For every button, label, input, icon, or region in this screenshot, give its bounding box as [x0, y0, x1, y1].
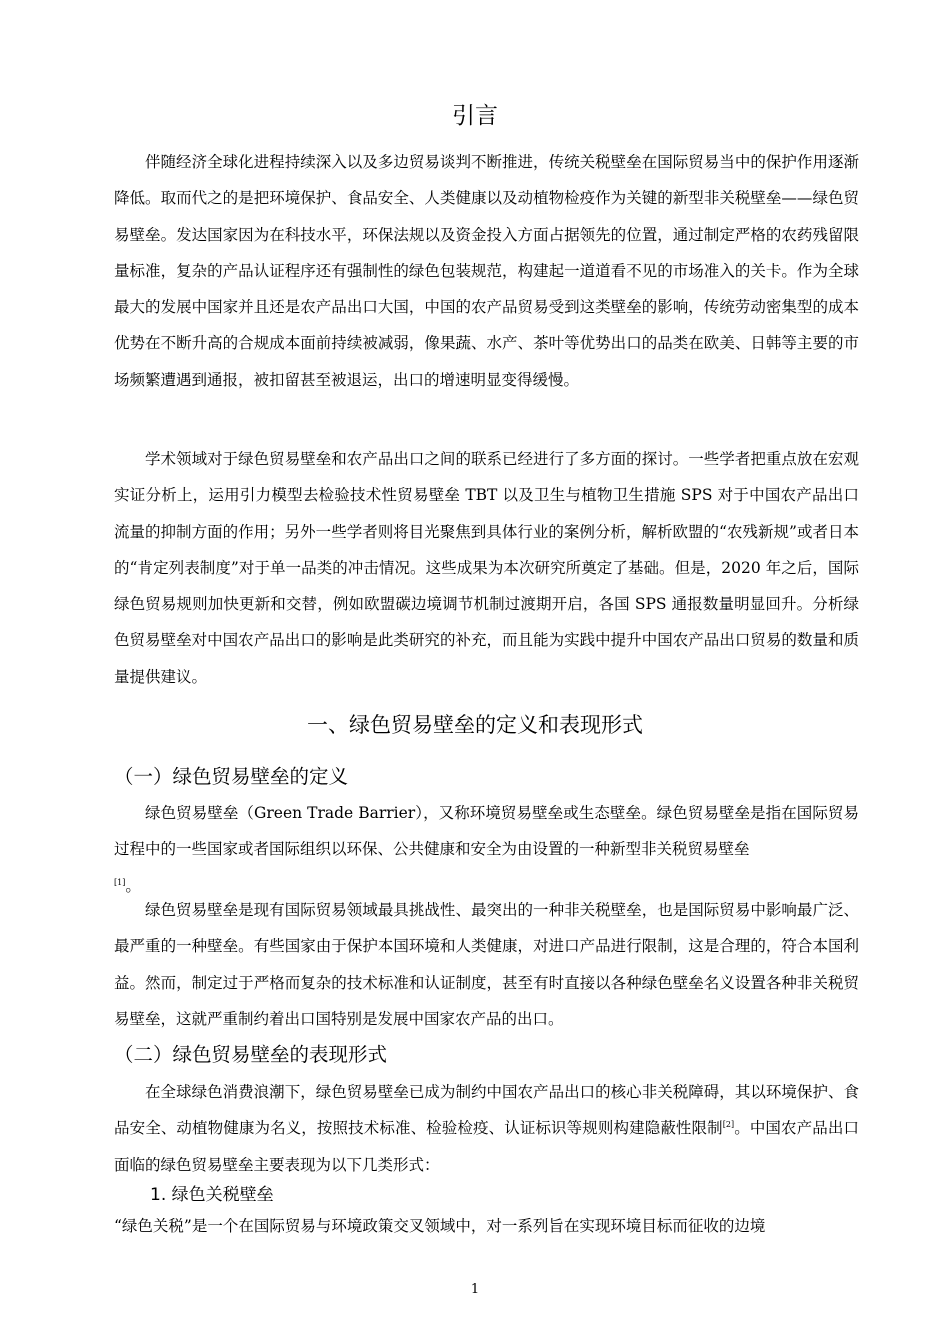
page-number: 1	[470, 1282, 480, 1297]
forms-text-b: 。中国农产品出口面临的绿色贸易壁垒主要表现为以下几类形式：	[114, 1119, 859, 1174]
forms-paragraph	[114, 1074, 859, 1183]
citation-ref-2: [2]	[722, 1120, 735, 1130]
definition-end: 。	[125, 876, 141, 895]
subsection-heading-definition: （一）绿色贸易壁垒的定义	[114, 765, 349, 788]
intro-paragraph-1: 伴随经济全球化进程持续深入以及多边贸易谈判不断推进，传统关税壁垒在国际贸易当中的保护作用逐渐降低。取而代之的是把环境保护、食品安全、人类健康以及动植物检疫作为关键的新型非关税壁垒——绿色贸易壁垒。发达国家因为在科技水平，环保法规以及资金投入方面占据领先的位置，通过制定严格的农药残留限量标准，复杂的产品认证程序还有强制性的绿色包装规范，构建起一道道看不见的市场准入的关卡。作为全球最大的发展中国家并且还是农产品出口大国，中国的农产品贸易受到这类壁垒的影响，传统劳动密集型的成本优势在不断升高的合规成本面前持续被减弱，像果蔬、水产、茶叶等优势出口的品类在欧美、日韩等主要的市场频繁遭遇到通报，被扣留甚至被退运，出口的增速明显变得缓慢。	[114, 153, 859, 389]
citation-ref-1: [1]	[114, 877, 126, 887]
subsection-heading-forms: （二）绿色贸易壁垒的表现形式	[114, 1043, 388, 1066]
item-paragraph-green-tariff: “绿色关税”是一个在国际贸易与环境政策交叉领域中，对一系列旨在实现环境目标而征收的边境	[114, 1217, 766, 1235]
definition-paragraph-2: 绿色贸易壁垒是现有国际贸易领域最具挑战性、最突出的一种非关税壁垒，也是国际贸易中影响最广泛、最严重的一种壁垒。有些国家由于保护本国环境和人类健康，对进口产品进行限制，这是合理的，符合本国利益。然而，制定过于严格而复杂的技术标准和认证制度，甚至有时直接以各种绿色壁垒名义设置各种非关税贸易壁垒，这就严重制约着出口国特别是发展中国家农产品的出口。	[114, 901, 859, 1028]
forms-text-a: 在全球绿色消费浪潮下，绿色贸易壁垒已成为制约中国农产品出口的核心非关税障碍，其以环境保护、食品安全、动植物健康为名义，按照技术标准、检验检疫、认证标识等规则构建隐蔽性限制	[114, 1083, 859, 1138]
intro-paragraph-2: 学术领域对于绿色贸易壁垒和农产品出口之间的联系已经进行了多方面的探讨。一些学者把重点放在宏观实证分析上，运用引力模型去检验技术性贸易壁垒 TBT 以及卫生与植物卫生措施 SPS 对于中国农产品出口流量的抑制方面的作用；另外一些学者则将目光聚焦到具体行业的案例分析，解析欧盟的“农残新规”或者日本的“肯定列表制度”对于单一品类的冲击情况。这些成果为本次研究所奠定了基础。但是，2020 年之后，国际绿色贸易规则加快更新和交替，例如欧盟碳边境调节机制过渡期开启，各国 SPS 通报数量明显回升。分析绿色贸易壁垒对中国农产品出口的影响是此类研究的补充，而且能为实践中提升中国农产品出口贸易的数量和质量提供建议。	[114, 450, 859, 686]
section-heading: 一、绿色贸易壁垒的定义和表现形式	[307, 713, 643, 737]
item-heading-green-tariff: 1. 绿色关税壁垒	[150, 1185, 274, 1205]
page-title: 引言	[452, 103, 498, 129]
definition-paragraph-1	[114, 795, 859, 904]
definition-text: 绿色贸易壁垒（Green Trade Barrier），又称环境贸易壁垒或生态壁垒。绿色贸易壁垒是指在国际贸易过程中的一些国家或者国际组织以环保、公共健康和安全为由设置的一种新型非关税贸易壁垒	[114, 804, 859, 859]
